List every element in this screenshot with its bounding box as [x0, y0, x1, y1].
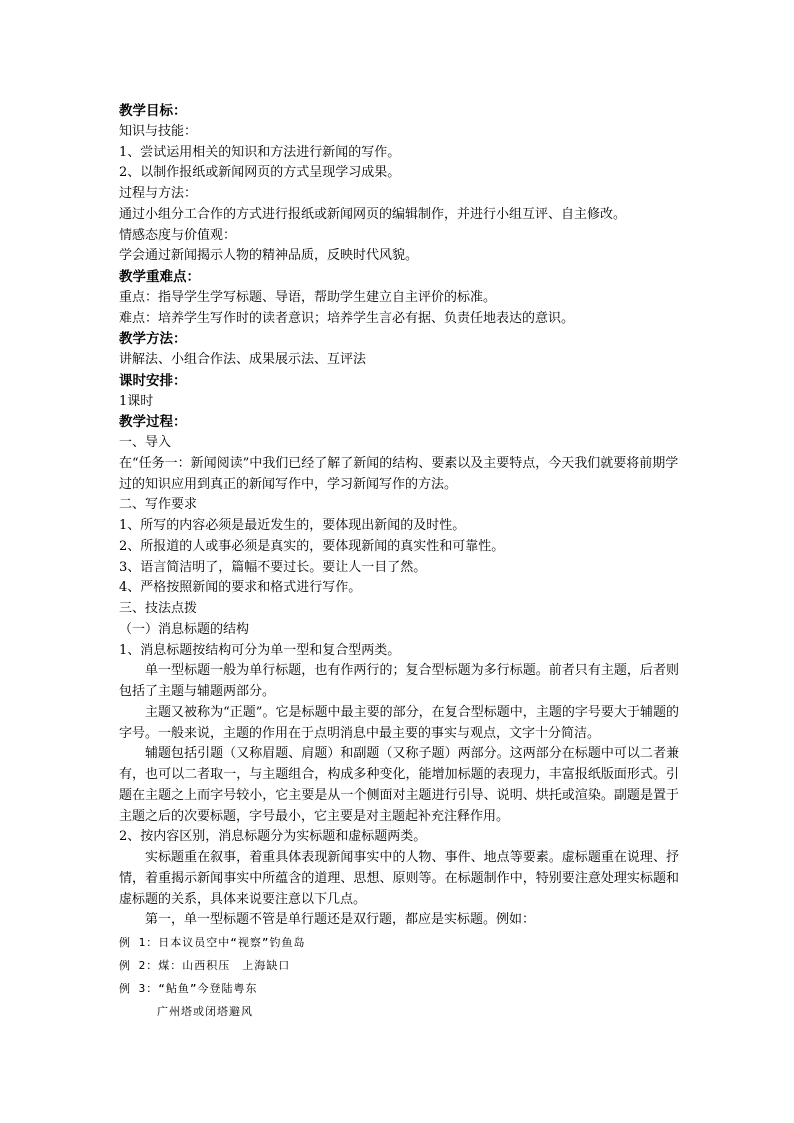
- paragraph: 单一型标题一般为单行标题，也有作两行的；复合型标题为多行标题。前者只有主题，后者则包括了主题与辅题两部分。: [119, 663, 679, 699]
- paragraph-line: 2、按内容区别，消息标题分为实标题和虚标题两类。: [119, 829, 427, 845]
- list-item: 3、语言简洁明了，篇幅不要过长。要让人一目了然。: [119, 559, 427, 575]
- section-title-requirements: 二、写作要求: [119, 497, 198, 513]
- heading-teaching-methods: 教学方法：: [119, 331, 187, 348]
- section-title-intro: 一、导入: [119, 435, 172, 450]
- paragraph: 实标题重在叙事，着重具体表现新闻事实中的人物、事件、地点等要素。虚标题重在说理、抒情，着重揭示新闻事实中所蕴含的道理、思想、原则等。在标题制作中，特别要注意处理实标题和虚标题的关系，具体来说要注意以下几点。: [119, 850, 679, 907]
- paragraph: 主题又被称为“正题”。它是标题中最主要的部分，在复合型标题中，主题的字号要大于辅题的字号。一般来说，主题的作用在于点明消息中最主要的事实与观点，文字十分简洁。: [119, 704, 679, 741]
- paragraph-line: 1、消息标题按结构可分为单一型和复合型两类。: [119, 642, 401, 658]
- heading-key-difficulties: 教学重难点：: [119, 269, 200, 285]
- paragraph-line: 1、尝试运用相关的知识和方法进行新闻的写作。: [119, 144, 401, 160]
- paragraph-line: 2、以制作报纸或新闻网页的方式呈现学习成果。: [119, 165, 401, 181]
- heading-schedule: 课时安排：: [119, 372, 187, 389]
- example-headline: 例 1：日本议员空中“视察”钓鱼岛: [119, 936, 306, 949]
- example-headline: 例 2：煤：山西积压 上海缺口: [119, 959, 291, 972]
- subheading-knowledge-skills: 知识与技能：: [119, 123, 198, 139]
- list-item: 4、严格按照新闻的要求和格式进行写作。: [119, 580, 362, 596]
- paragraph-line: 学会通过新闻揭示人物的精神品质，反映时代风貌。: [119, 248, 419, 264]
- heading-teaching-process: 教学过程：: [119, 414, 187, 431]
- paragraph-line: 难点：培养学生写作时的读者意识；培养学生言必有据、负责任地表达的意识。: [119, 310, 575, 326]
- paragraph-line: 通过小组分工合作的方式进行报纸或新闻网页的编辑制作，并进行小组互评、自主修改。: [119, 206, 627, 222]
- paragraph-line: 重点：指导学生学写标题、导语，帮助学生建立自主评价的标准。: [119, 289, 497, 305]
- list-item: 1、所写的内容必须是最近发生的，要体现出新闻的及时性。: [119, 518, 466, 533]
- example-headline: 例 3：“鲇鱼”今登陆粤东: [119, 982, 258, 995]
- document-body: [119, 101, 679, 1023]
- example-headline-subline: 广州塔或闭塔避风: [157, 1005, 253, 1018]
- paragraph: 辅题包括引题（又称眉题、肩题）和副题（又称子题）两部分。这两部分在标题中可以二者兼有，也可以二者取一，与主题组合，构成多种变化，能增加标题的表现力，丰富报纸版面形式。引题在主题之上而字号较小，它主要是从一个侧面对主题进行引导、说明、烘托或渲染。副题是置于主题之后的次要标题，字号最小，它主要是对主题起补充注释作用。: [119, 746, 679, 824]
- heading-teaching-goals: 教学目标：: [119, 103, 187, 119]
- section-title-techniques: 三、技法点拨: [119, 601, 198, 616]
- paragraph-line: 1课时: [119, 393, 154, 409]
- subheading-attitudes-values: 情感态度与价值观：: [119, 227, 237, 243]
- list-item: 2、所报道的人或事必须是真实的，要体现新闻的真实性和可靠性。: [119, 538, 505, 554]
- subsection-title: （一）消息标题的结构: [119, 621, 250, 637]
- subheading-process-methods: 过程与方法：: [119, 186, 198, 201]
- paragraph-line: 讲解法、小组合作法、成果展示法、互评法: [119, 352, 367, 367]
- paragraph: 在“任务一：新闻阅读”中我们已经了解了新闻的结构、要素以及主要特点，今天我们就要将前期学过的知识应用到真正的新闻写作中，学习新闻写作的方法。: [119, 455, 679, 492]
- paragraph: 第一，单一型标题不管是单行题还是双行题，都应是实标题。例如：: [145, 912, 536, 928]
